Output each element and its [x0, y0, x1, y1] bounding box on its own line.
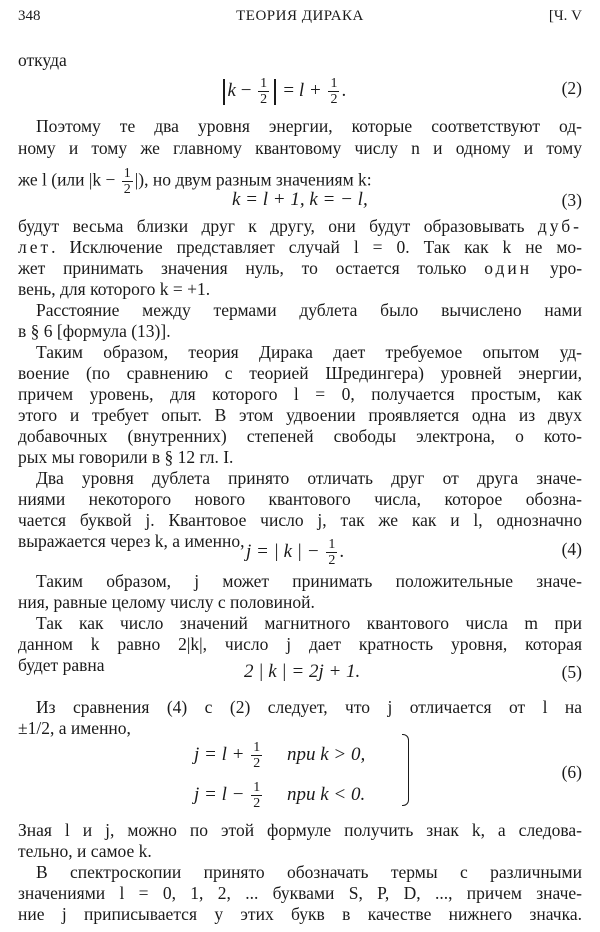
text-line: воение (по сравнению с теорией Шредингера) уровней энергии, [18, 363, 582, 383]
equation-2-number: (2) [561, 78, 582, 98]
text-line: лет. Исключение представляет случай l = 0. Так как k не мо- [18, 237, 582, 257]
text-line: выражается через k, а именно, [18, 531, 245, 551]
equation-6-line-2: j = l − $\frac{1}{2}$ при k < 0. [194, 780, 366, 811]
text-line: Из сравнения (4) с (2) следует, что j отличается от l на [36, 697, 582, 717]
equation-5: 2 | k | = 2j + 1. [244, 661, 361, 682]
text-line: в § 6 [формула (13)]. [18, 321, 171, 341]
equation-3: k = l + 1, k = − l, [232, 189, 368, 210]
equation-6-brace [402, 734, 409, 806]
chapter-label: [Ч. V [548, 8, 582, 24]
text-line: данном k равно 2|k|, число j дает кратность уровня, которая [18, 634, 582, 654]
equation-6-number: (6) [561, 762, 582, 782]
equation-2: k − $\frac{1}{2}$ = l + $\frac{1}{2}$ . [220, 76, 346, 107]
text-line: В спектроскопии принято обозначать термы с различными [36, 862, 582, 882]
text-line: значениями l = 0, 1, 2, ... буквами S, P, D, ..., причем значе- [18, 883, 582, 903]
text-line: причем уровень, для которого l = 0, получается простым, как [18, 384, 582, 404]
text-line-with-fraction: же l (или |k − $\frac{1}{2}$ |), но двум разным значениям k: [18, 166, 372, 197]
page-header [18, 8, 582, 32]
text-line: ния, равные целому числу с половиной. [18, 592, 315, 612]
text-line: ному и тому же главному квантовому числу n и одному и тому [18, 138, 582, 158]
equation-3-number: (3) [561, 190, 582, 210]
equation-6-line-1: j = l + $\frac{1}{2}$ при k > 0, [194, 740, 366, 771]
text-line: откуда [18, 50, 67, 70]
text-line: Поэтому те два уровня энергии, которые соответствуют од- [36, 116, 582, 136]
text-line: этого и требует опыт. В этом удвоении проявляется одна из двух [18, 405, 582, 425]
page-number: 348 [18, 8, 41, 24]
text-line: ние j приписывается у этих букв в качестве нижнего значка. [18, 904, 582, 924]
text-line: вень, для которого k = +1. [18, 279, 211, 299]
running-title: ТЕОРИЯ ДИРАКА [236, 8, 364, 24]
text-line: Так как число значений магнитного квантового числа m при [36, 613, 582, 633]
text-line: Расстояние между термами дублета было вычислено нами [36, 300, 582, 320]
text-line: будут весьма близки друг к другу, они будут образовывать дуб- [18, 216, 582, 236]
text-line: рых мы говорили в § 12 гл. I. [18, 447, 234, 467]
equation-4: j = | k | − $\frac{1}{2}$ . [246, 537, 345, 568]
text-line: ±1/2, а именно, [18, 718, 131, 738]
text-line: жет принимать значения нуль, то остается только один уро- [18, 258, 583, 278]
equation-4-number: (4) [561, 539, 582, 559]
text-line: тельно, и самое k. [18, 841, 152, 861]
text-line: Зная l и j, можно по этой формуле получить знак k, а следова- [18, 820, 582, 840]
text-line: будет равна [18, 655, 105, 675]
text-line: Таким образом, j может принимать положительные значе- [36, 571, 582, 591]
text-line: Два уровня дублета принято отличать друг от друга значе- [36, 468, 582, 488]
equation-5-number: (5) [561, 662, 582, 682]
text-line: Таким образом, теория Дирака дает требуемое опытом уд- [36, 342, 582, 362]
text-line: чается буквой j. Квантовое число j, так же как и l, однозначно [18, 510, 582, 530]
text-line: добавочных (внутренних) степеней свободы электрона, о кото- [18, 426, 582, 446]
text-line: ниями некоторого нового квантового числа, которое обозна- [18, 489, 582, 509]
